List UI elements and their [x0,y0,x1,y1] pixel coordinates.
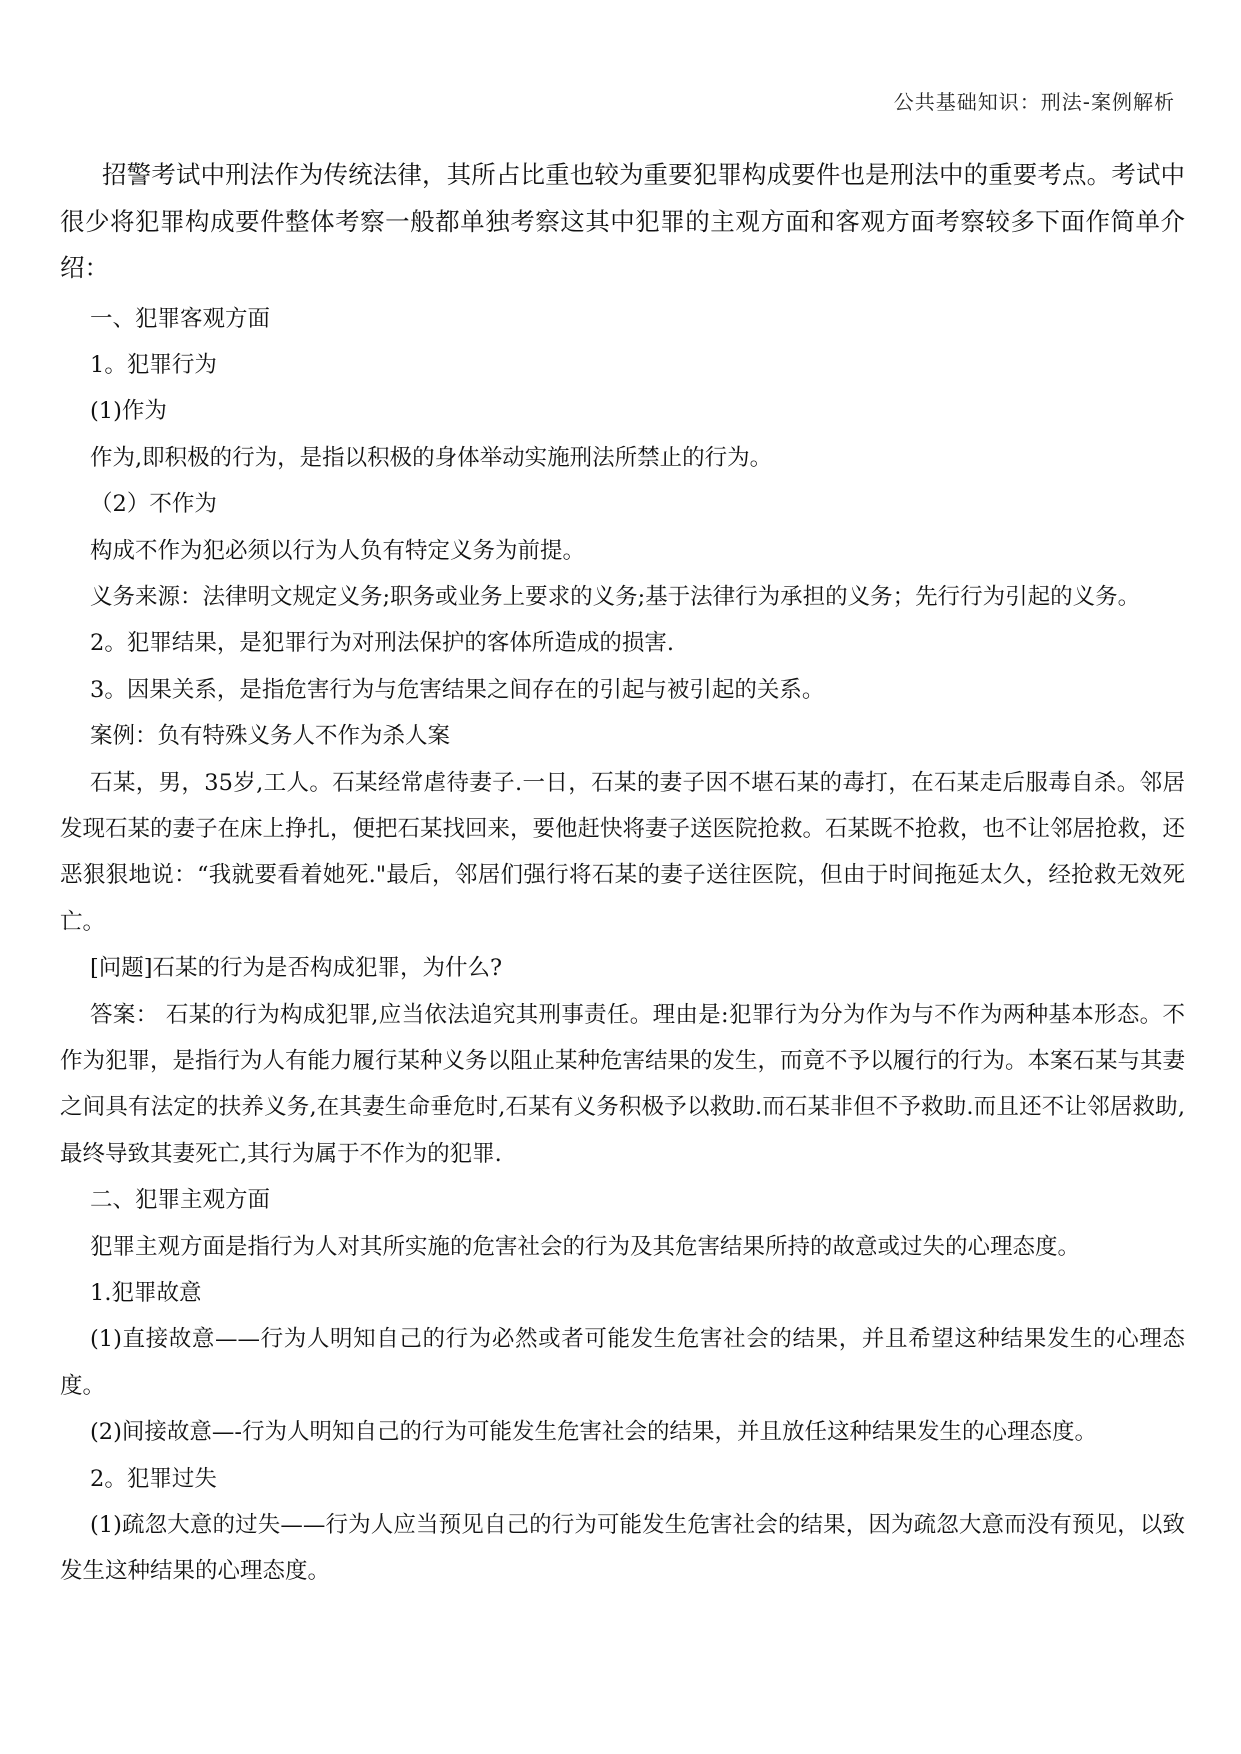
case-heading: 案例：负有特殊义务人不作为杀人案 [90,723,451,750]
paragraph-duty-sources: 义务来源：法律明文规定义务;职务或业务上要求的义务;基于法律行为承担的义务；先行行为引起的义务。 [90,583,1141,610]
case-answer: 答案： 石某的行为构成犯罪,应当依法追究其刑事责任。理由是:犯罪行为分为作为与不作为两种基本形态。不作为犯罪，是指行为人有能力履行某种义务以阻止某种危害结果的发生，而竟不予以履行的行为。本案石某与其妻之间具有法定的扶养义务,在其妻生命垂危时,石某有义务积极予以救助.而石某非但不予救助.而且还不让邻居救助,最终导致其妻死亡,其行为属于不作为的犯罪. [60,1001,1186,1167]
case-paragraph: 石某，男，35岁,工人。石某经常虐待妻子.一日，石某的妻子因不堪石某的毒打，在石某走后服毒自杀。邻居发现石某的妻子在床上挣扎，便把石某找回来，要他赶快将妻子送医院抢救。石某既不抢救，也不让邻居抢救，还恶狠狠地说：“我就要看着她死."最后，邻居们强行将石某的妻子送往医院，但由于时间拖延太久，经抢救无效死亡。 [60,769,1186,935]
sub-heading-omission: （2）不作为 [90,491,217,518]
section-2-definition: 犯罪主观方面是指行为人对其所实施的危害社会的行为及其危害结果所持的故意或过失的心理态度。 [90,1233,1081,1260]
sub-heading-commission: (1)作为 [90,398,167,425]
section-1-item-1-heading: 1。犯罪行为 [90,351,217,378]
paragraph-negligence: (1)疏忽大意的过失——行为人应当预见自己的行为可能发生危害社会的结果，因为疏忽大意而没有预见，以致发生这种结果的心理态度。 [60,1512,1185,1585]
page-header: 公共基础知识：刑法-案例解析 [893,90,1175,114]
case-question: [问题]石某的行为是否构成犯罪，为什么? [90,955,503,982]
section-2-item-1-heading: 1.犯罪故意 [90,1280,202,1307]
paragraph-indirect-intent: (2)间接故意—-行为人明知自己的行为可能发生危害社会的结果，并且放任这种结果发生的心理态度。 [90,1419,1097,1446]
paragraph-commission: 作为,即积极的行为，是指以积极的身体举动实施刑法所禁止的行为。 [90,444,773,471]
section-2-item-2-heading: 2。犯罪过失 [90,1465,217,1492]
intro-paragraph: 招警考试中刑法作为传统法律，其所占比重也较为重要犯罪构成要件也是刑法中的重要考点。考试中很少将犯罪构成要件整体考察一般都单独考察这其中犯罪的主观方面和客观方面考察较多下面作简单介绍： [60,160,1185,282]
section-1-item-3: 3。因果关系，是指危害行为与危害结果之间存在的引起与被引起的关系。 [90,676,825,703]
section-1-item-2: 2。犯罪结果，是犯罪行为对刑法保护的客体所造成的损害. [90,630,674,657]
paragraph-omission: 构成不作为犯必须以行为人负有特定义务为前提。 [90,537,586,564]
paragraph-direct-intent: (1)直接故意——行为人明知自己的行为必然或者可能发生危害社会的结果，并且希望这种结果发生的心理态度。 [60,1326,1185,1399]
section-1-heading: 一、犯罪客观方面 [90,305,271,332]
section-2-heading: 二、犯罪主观方面 [90,1187,271,1214]
document-body [60,152,1185,1595]
